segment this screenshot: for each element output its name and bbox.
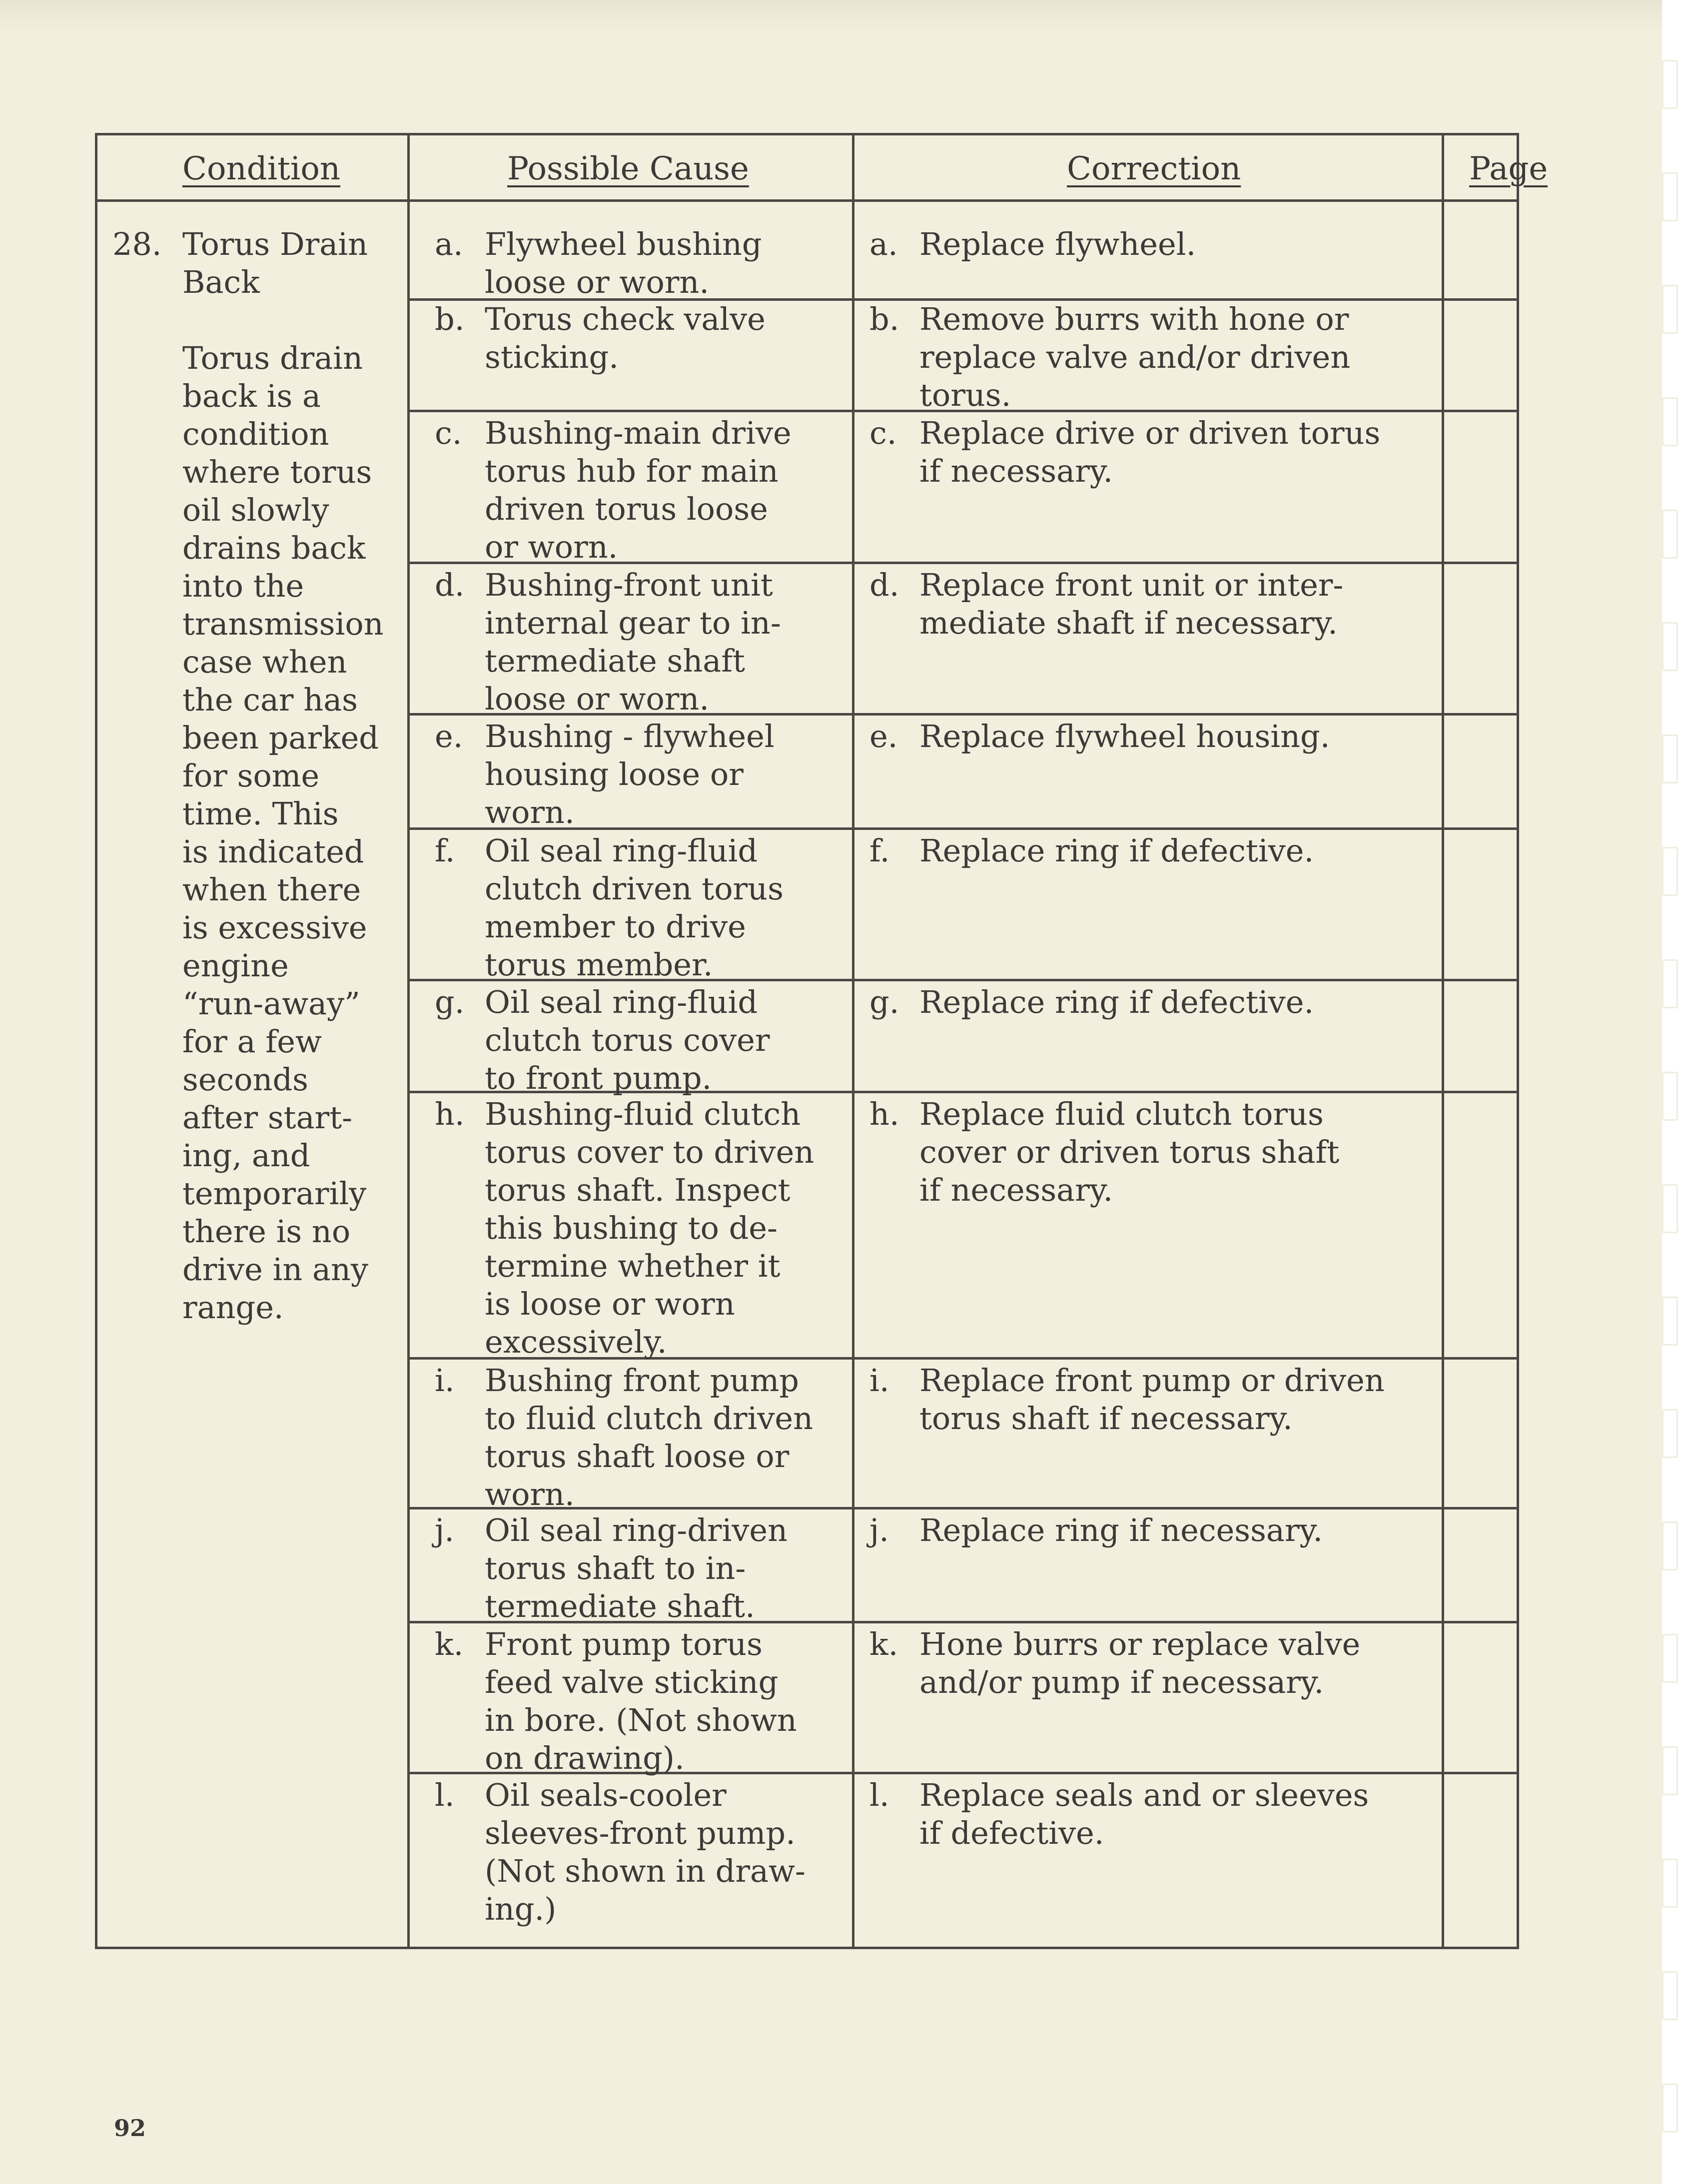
cause-text: Oil seals-cooler sleeves-front pump. (Not shown in draw- ing.) bbox=[485, 1777, 806, 1927]
cause-text: Oil seal ring-fluid clutch torus cover to front pump. bbox=[485, 984, 770, 1096]
correction-label: c. bbox=[869, 415, 897, 451]
punch-hole bbox=[1662, 1521, 1678, 1570]
cause-text: Flywheel bushing loose or worn. bbox=[485, 226, 762, 300]
cause-text: Bushing front pump to fluid clutch driven torus shaft loose or worn. bbox=[485, 1362, 814, 1512]
punch-hole bbox=[1662, 1184, 1678, 1233]
header-correction: Correction bbox=[1067, 150, 1241, 187]
correction-label: f. bbox=[869, 832, 890, 869]
cause-label: f. bbox=[435, 832, 455, 869]
cause-label: h. bbox=[435, 1096, 465, 1132]
column-divider bbox=[1442, 135, 1444, 1947]
correction-text: Replace drive or driven torus if necessary. bbox=[919, 415, 1381, 489]
cause-text: Oil seal ring-driven torus shaft to in- termediate shaft. bbox=[485, 1512, 788, 1624]
correction-label: a. bbox=[869, 226, 898, 262]
correction-text: Remove burrs with hone or replace valve and/or driven torus. bbox=[919, 301, 1351, 413]
correction-text: Replace front unit or inter- mediate shaft if necessary. bbox=[919, 567, 1344, 641]
correction-text: Replace flywheel housing. bbox=[919, 718, 1330, 754]
header-possible-cause: Possible Cause bbox=[507, 150, 749, 187]
correction-label: i. bbox=[869, 1362, 889, 1399]
correction-text: Replace ring if necessary. bbox=[919, 1512, 1323, 1548]
condition-number: 28. bbox=[112, 226, 162, 262]
cause-label: e. bbox=[435, 718, 463, 754]
cause-label: c. bbox=[435, 415, 462, 451]
punch-hole bbox=[1662, 1297, 1678, 1346]
correction-text: Hone burrs or replace valve and/or pump if necessary. bbox=[919, 1626, 1361, 1700]
punch-hole bbox=[1662, 1746, 1678, 1795]
cause-label: g. bbox=[435, 984, 465, 1020]
correction-text: Replace ring if defective. bbox=[919, 832, 1314, 869]
punch-hole bbox=[1662, 172, 1678, 221]
paper-top-shading bbox=[0, 0, 1662, 35]
cause-label: l. bbox=[435, 1777, 455, 1813]
punch-hole bbox=[1662, 397, 1678, 446]
cause-text: Front pump torus feed valve sticking in bore. (Not shown on drawing). bbox=[485, 1626, 797, 1776]
cause-label: b. bbox=[435, 301, 465, 337]
correction-text: Replace fluid clutch torus cover or driven torus shaft if necessary. bbox=[919, 1096, 1340, 1208]
correction-label: e. bbox=[869, 718, 898, 754]
correction-label: b. bbox=[869, 301, 899, 337]
correction-text: Replace seals and or sleeves if defective. bbox=[919, 1777, 1369, 1851]
cause-label: k. bbox=[435, 1626, 464, 1662]
page-number: 92 bbox=[114, 2115, 146, 2142]
cause-label: i. bbox=[435, 1362, 455, 1399]
cause-label: j. bbox=[435, 1512, 454, 1548]
cause-label: a. bbox=[435, 226, 463, 262]
correction-label: l. bbox=[869, 1777, 889, 1813]
punch-hole bbox=[1662, 285, 1678, 334]
cause-text: Torus check valve sticking. bbox=[485, 301, 766, 375]
correction-text: Replace flywheel. bbox=[919, 226, 1196, 262]
punch-hole bbox=[1662, 847, 1678, 896]
correction-label: g. bbox=[869, 984, 899, 1020]
correction-label: d. bbox=[869, 567, 899, 603]
troubleshooting-table bbox=[95, 133, 1548, 1949]
correction-label: h. bbox=[869, 1096, 899, 1132]
cause-text: Oil seal ring-fluid clutch driven torus member to drive torus member. bbox=[485, 832, 784, 983]
punch-hole bbox=[1662, 1634, 1678, 1683]
condition-description: Torus drain back is a condition where torus oil slowly drains back into the transmission case when the car has been parked for some time. This is indicated when there is excessive engine “run-away” for a few seconds after start- ing, and temporarily there is no drive in any range. bbox=[182, 340, 384, 1326]
header-condition: Condition bbox=[182, 150, 341, 187]
correction-label: j. bbox=[869, 1512, 889, 1548]
cause-label: d. bbox=[435, 567, 465, 603]
punch-hole bbox=[1662, 959, 1678, 1008]
condition-title: Torus Drain Back bbox=[182, 226, 368, 300]
punch-hole bbox=[1662, 1072, 1678, 1121]
punch-hole bbox=[1662, 60, 1678, 109]
cause-text: Bushing-front unit internal gear to in- termediate shaft loose or worn. bbox=[485, 567, 781, 717]
punch-hole bbox=[1662, 622, 1678, 671]
punch-hole bbox=[1662, 734, 1678, 783]
column-divider bbox=[407, 135, 410, 1947]
punch-hole bbox=[1662, 510, 1678, 559]
cause-text: Bushing - flywheel housing loose or worn. bbox=[485, 718, 775, 830]
cause-text: Bushing-main drive torus hub for main driven torus loose or worn. bbox=[485, 415, 792, 565]
header-rule bbox=[97, 199, 1517, 202]
punch-hole bbox=[1662, 1859, 1678, 1908]
punch-hole bbox=[1662, 1409, 1678, 1458]
column-divider bbox=[852, 135, 854, 1947]
punch-hole bbox=[1662, 2084, 1678, 2133]
header-page: Page bbox=[1469, 150, 1548, 187]
punch-hole bbox=[1662, 1971, 1678, 2020]
correction-text: Replace ring if defective. bbox=[919, 984, 1314, 1020]
correction-label: k. bbox=[869, 1626, 898, 1662]
correction-text: Replace front pump or driven torus shaft if necessary. bbox=[919, 1362, 1385, 1437]
cause-text: Bushing-fluid clutch torus cover to driven torus shaft. Inspect this bushing to de- termine whether it is loose or worn excessively. bbox=[485, 1096, 815, 1360]
